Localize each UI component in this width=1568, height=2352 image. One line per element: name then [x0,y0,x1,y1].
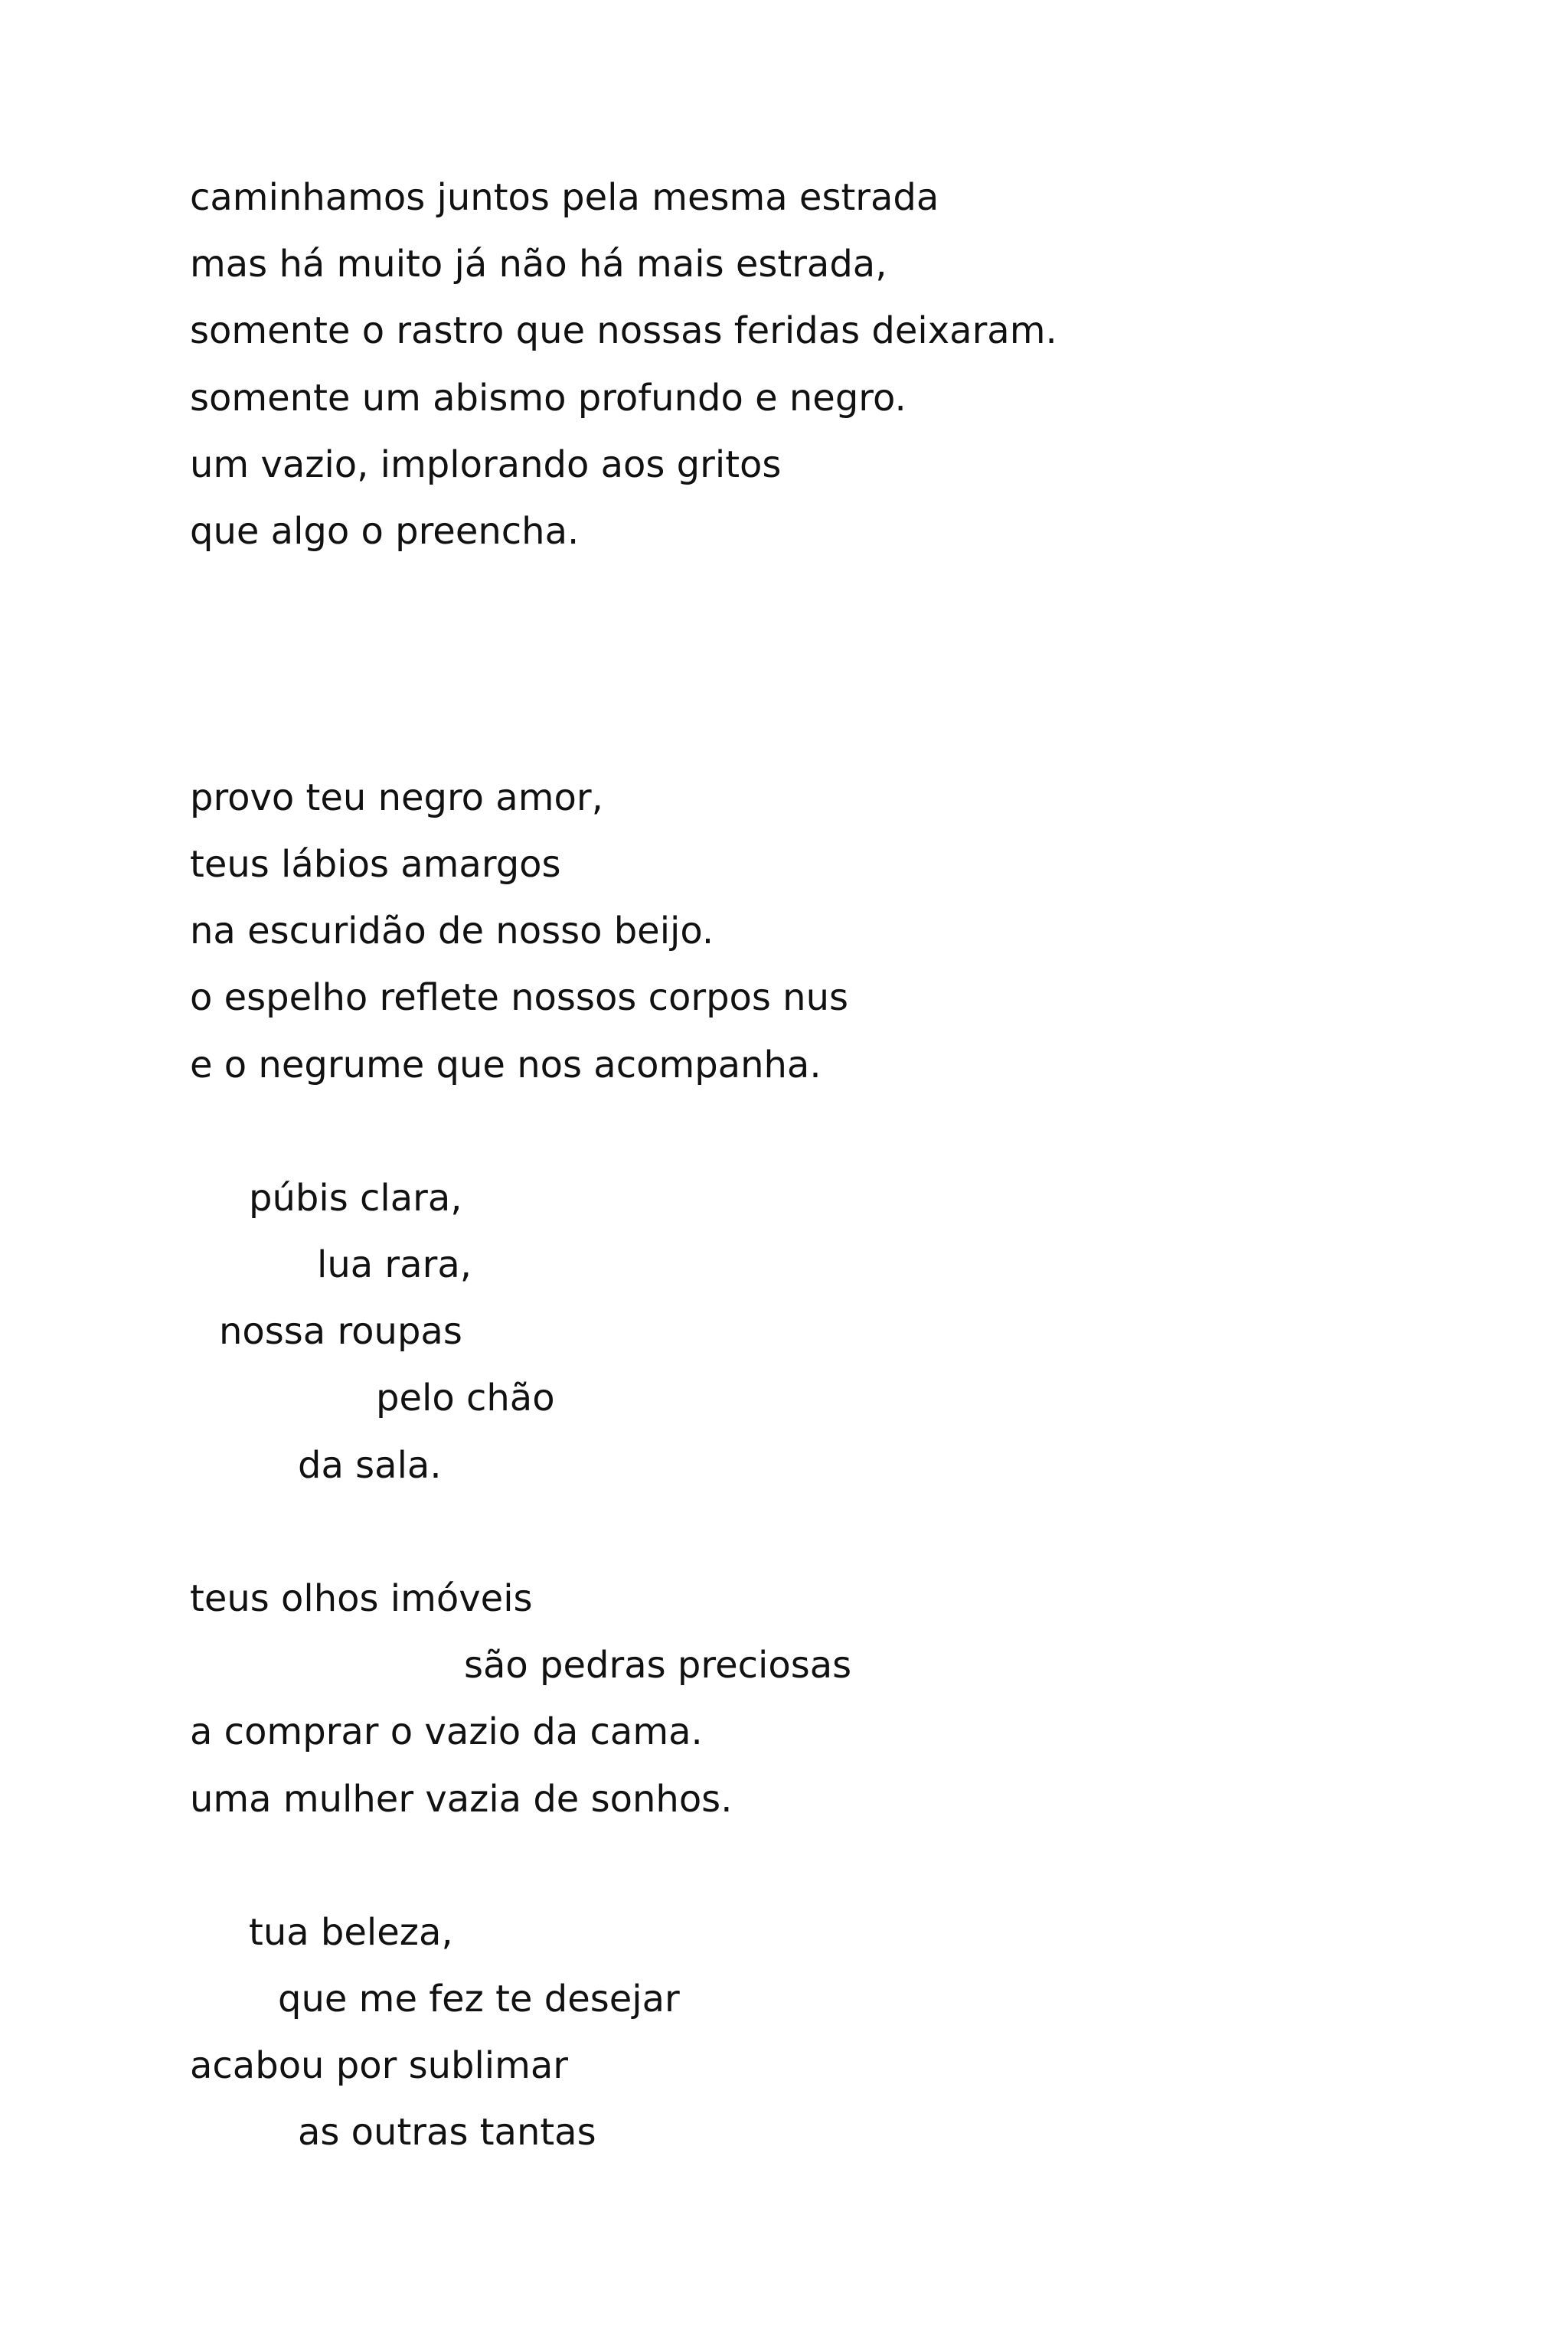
poem-line: somente o rastro que nossas feridas deixaram. [190,309,1057,352]
poem-line: tua beleza, [249,1911,453,1954]
poem-line: um vazio, implorando aos gritos [190,443,782,486]
poem-line: e o negrume que nos acompanha. [190,1044,822,1086]
poem-line: as outras tantas [298,2111,596,2154]
poem-line: que algo o preencha. [190,510,580,553]
poem-line: púbis clara, [249,1177,462,1220]
poem-line: a comprar o vazio da cama. [190,1710,703,1753]
poem-line: provo teu negro amor, [190,776,603,819]
poem-line: são pedras preciosas [464,1644,852,1687]
poem-line: teus olhos imóveis [190,1577,533,1620]
poem-line: somente um abismo profundo e negro. [190,377,906,420]
poem-line: lua rara, [317,1243,472,1286]
poem-line: teus lábios amargos [190,843,561,886]
poem-line: que me fez te desejar [278,1978,680,2020]
poem-line: pelo chão [376,1377,555,1419]
poem-line: mas há muito já não há mais estrada, [190,243,887,286]
poem-line: o espelho reflete nossos corpos nus [190,976,849,1019]
poem-line: caminhamos juntos pela mesma estrada [190,176,939,219]
poem-line: da sala. [298,1444,442,1487]
poem-line: nossa roupas [219,1310,462,1353]
poem-line: acabou por sublimar [190,2044,569,2087]
poem-line: na escuridão de nosso beijo. [190,910,714,952]
poem-line: uma mulher vazia de sonhos. [190,1778,733,1821]
